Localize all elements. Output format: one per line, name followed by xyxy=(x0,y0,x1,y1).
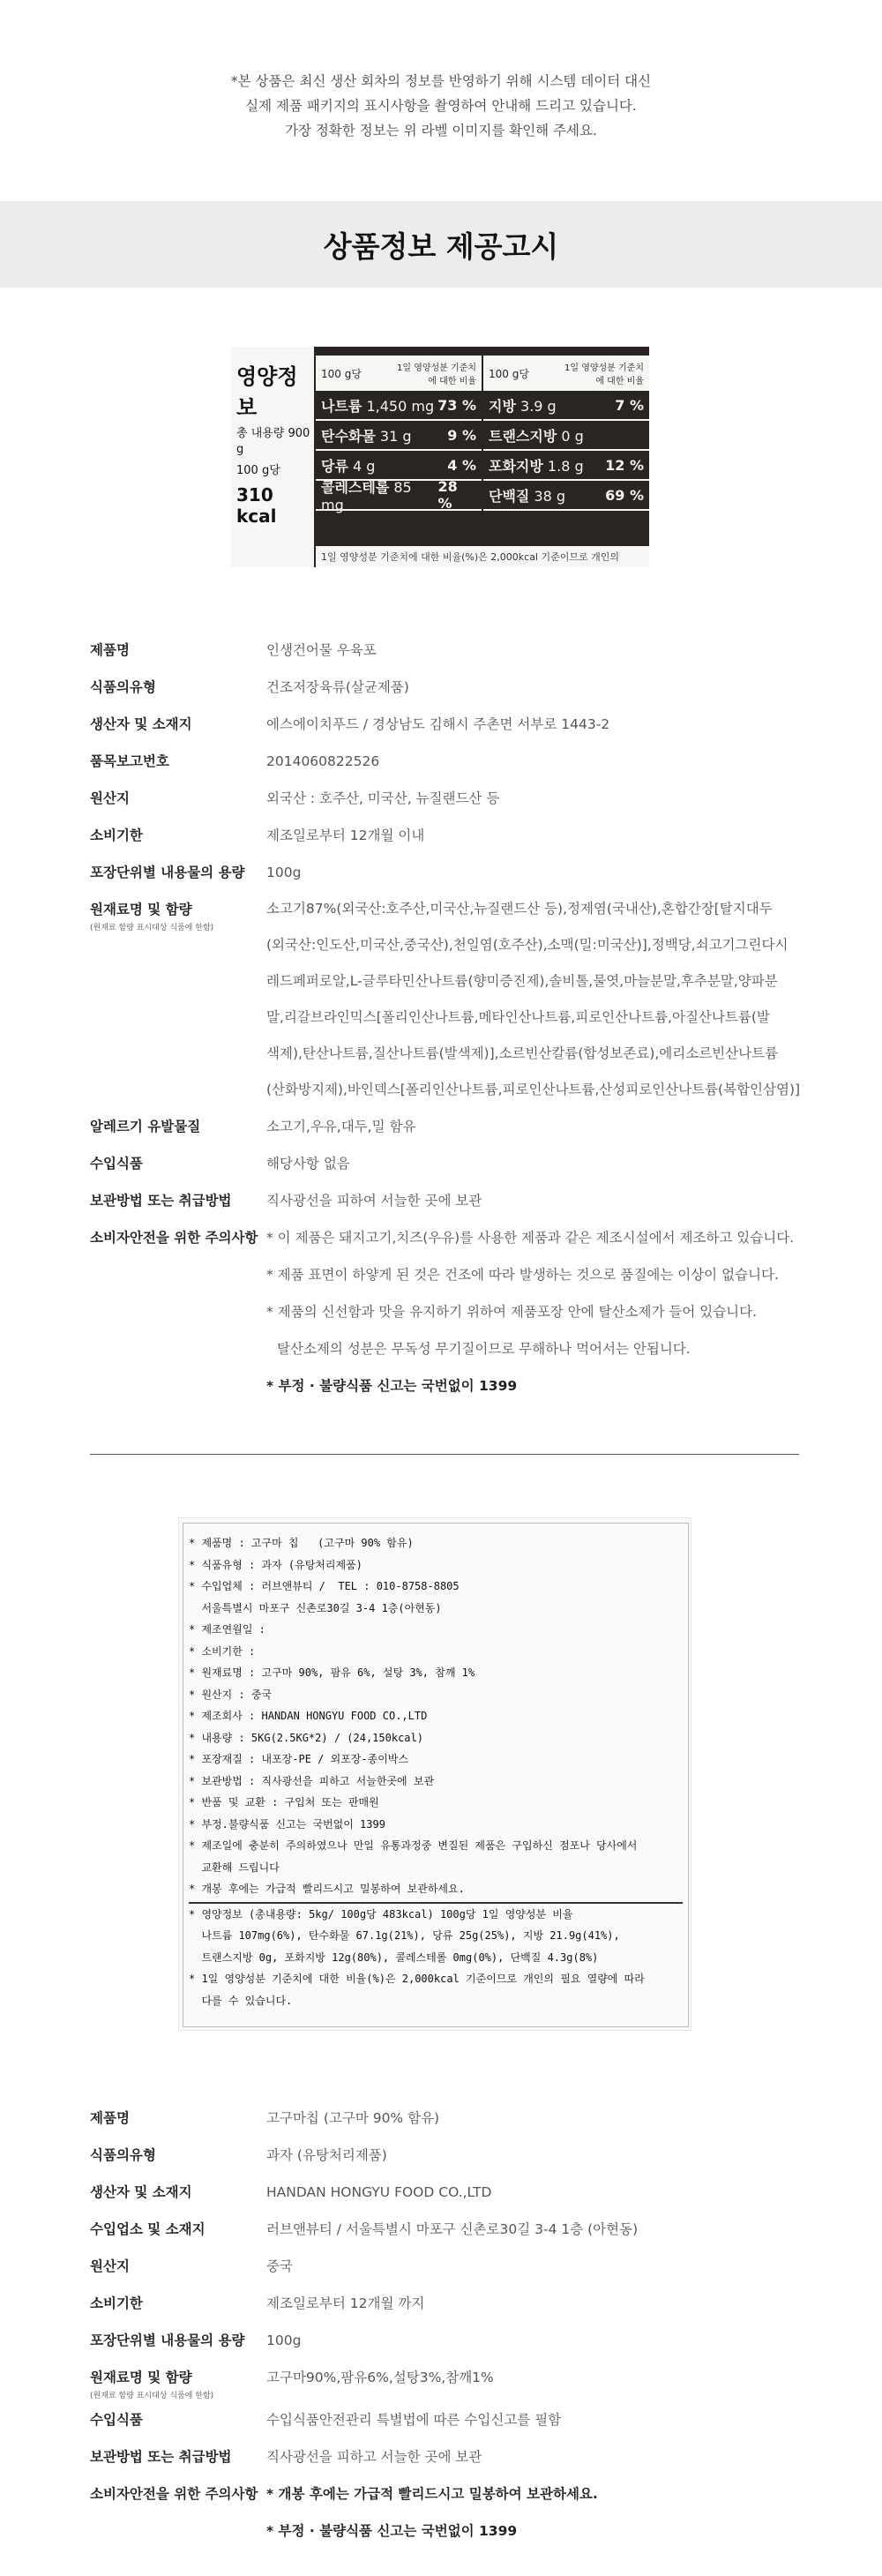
info-row: 소비기한 제조일로부터 12개월 까지 xyxy=(90,2295,425,2311)
page-title-band xyxy=(0,201,882,288)
nutrition-row: 나트륨 1,450 mg 73 % xyxy=(316,391,482,421)
info-row: 품목보고번호 2014060822526 xyxy=(90,753,380,769)
nutrition-column-left xyxy=(316,356,482,511)
nutrition-heading-panel xyxy=(231,347,314,567)
info-row: 제품명 인생건어물 우육포 xyxy=(90,642,377,658)
nutrition-row: 탄수화물 31 g 9 % xyxy=(316,421,482,451)
info-row: 수입업소 및 소재지 러브앤뷰티 / 서울특별시 마포구 신촌로30길 3-4 1층 (아현동) xyxy=(90,2221,639,2237)
nutrition-footer: 1일 영양성분 기준치에 대한 비율(%)은 2,000kcal 기준이므로 개인의 xyxy=(316,546,649,567)
info-row-caution: 소비자안전을 위한 주의사항 * 개봉 후에는 가급적 빨리드시고 밀봉하여 보관하세요. * 부정 · 불량식품 신고는 국번없이 1399 xyxy=(90,2475,848,2550)
report-hotline: * 부정 · 불량식품 신고는 국번없이 1399 xyxy=(266,2523,518,2539)
nutrition-unit: 100 g당 xyxy=(489,367,529,380)
info-row-ingredients xyxy=(90,891,848,1108)
nutrition-label-image xyxy=(231,347,649,567)
info-row: 포장단위별 내용물의 용량 100g xyxy=(90,865,302,880)
nutrition-row: 지방 3.9 g 7 % xyxy=(483,391,649,421)
info-row: 알레르기 유발물질 소고기,우유,대두,밀 함유 xyxy=(90,1119,416,1134)
notice-line: 실제 제품 패키지의 표시사항을 촬영하여 안내해 드리고 있습니다. xyxy=(245,98,637,114)
ingredients-note: (원재료 함량 표시대상 식품에 한함) xyxy=(90,924,214,932)
info-row: 소비기한 제조일로부터 12개월 이내 xyxy=(90,827,425,843)
notice-text xyxy=(0,0,882,143)
info-row: 제품명 고구마칩 (고구마 90% 함유) xyxy=(90,2110,440,2126)
caution-value: * 개봉 후에는 가급적 빨리드시고 밀봉하여 보관하세요. * 부정 · 불량식품 신고는 국번없이 1399 xyxy=(266,2475,848,2550)
nutrition-per: 100 g당 xyxy=(236,464,280,477)
nutrition-column-header xyxy=(316,356,482,391)
nutrition-ratio-header: 1일 영양성분 기준치에 대한 비율 xyxy=(397,363,476,386)
product-info-table-1 xyxy=(90,632,848,1404)
nutrition-row: 콜레스테롤 85 mg 28 % xyxy=(316,481,482,511)
info-row: 수입식품 수입식품안전관리 특별법에 따른 수입신고를 필함 xyxy=(90,2412,562,2428)
nutrition-row: 당류 4 g 4 % xyxy=(316,451,482,481)
caution-value: * 이 제품은 돼지고기,치즈(우유)를 사용한 제품과 같은 제조시설에서 제조하고 있습니다. * 제품 표면이 하얗게 된 것은 건조에 따라 발생하는 것으로 품질에는 이상이 없습니다. * 제품의 신선함과 맛을 유지하기 위하여 제품포장 안에 탈산소제가 들어 있습니다. 탈산소제의 성분은 무독성 무기질이므로 무해하나 먹어서는 안됩니다. * 부정 · 불량식품 신고는 국번없이 1399 xyxy=(266,1219,848,1404)
nutrition-total: 총 내용량 900 g xyxy=(236,427,310,456)
notice-line: *본 상품은 최신 생산 회차의 정보를 반영하기 위해 시스템 데이터 대신 xyxy=(230,73,652,89)
nutrition-column-right xyxy=(483,356,649,511)
ingredients-key: 원재료명 및 함량 xyxy=(90,902,192,917)
report-hotline: * 부정 · 불량식품 신고는 국번없이 1399 xyxy=(266,1378,518,1394)
product-label-scan-image: * 제품명 : 고구마 칩 (고구마 90% 함유) * 식품유형 : 과자 (유탕처리제품) * 수입업체 : 러브앤뷰티 / TEL : 010-8758-8805 서울특별시 마포구 신촌로30길 3-4 1층(아현동) * 제조연월일 : * 소비기한 : * 원재료명 : 고구마 90%, 팜유 6%, 설탕 3%, 참깨 1% * 원산지 : 중국 * 제조회사 : HANDAN HONGYU FOOD CO.,LTD * 내용량 : 5KG(2.5KG*2) / (24,150kcal) * 포장재질 : 내포장-PE / 외포장-종이박스 * 보관방법 : 직사광선을 피하고 서늘한곳에 보관 * 반품 및 교환 : 구입처 또는 판매원 * 부정.불량식품 신고는 국번없이 1399 * 제조일에 충분히 주의하였으나 만일 유통과정중 변질된 제품은 구입하신 점포나 당사에서 교환해 드립니다 * 개봉 후에는 가급적 빨리드시고 밀봉하여 보관하세요. * 영양정보 (총내용량: 5kg/ 100g당 483kcal) 100g당 1일 영양성분 비율 나트륨 107mg(6%), 탄수화물 67.1g(21%), 당류 25g(25%), 지방 21.9g(41%), 트랜스지방 0g, 포화지방 12g(80%), 콜레스테롤 0mg(0%), 단백질 4.3g(8%) * 1일 영양성분 기준치에 대한 비율(%)은 2,000kcal 기준이므로 개인의 필요 열량에 따라 다를 수 있습니다. xyxy=(178,1517,691,2031)
notice-line: 가장 정확한 정보는 위 라벨 이미지를 확인해 주세요. xyxy=(285,123,597,139)
ingredients-value: 소고기87%(외국산:호주산,미국산,뉴질랜드산 등),정제염(국내산),혼합간장[탈지대두 (외국산:인도산,미국산,중국산),천일염(호주산),소맥(밀:미국산)],정백당,쇠고기그린다시 레드페퍼로알,L-글루타민산나트륨(향미증진제),솔비톨,물엿,마늘분말,후추분말,양파분 말,리갈브라인믹스[폴리인산나트륨,메타인산나트륨,피로인산나트륨,아질산나트륨(발 색제),탄산나트륨,질산나트륨(발색제)],소르빈산칼륨(합성보존료),에리소르빈산나트륨 (산화방지제),바인덱스[폴리인산나트륨,피로인산나트륨,산성피로인산나트륨(복합인삼염)] xyxy=(266,901,801,1097)
ingredients-value: 고구마90%,팜유6%,설탕3%,참깨1% xyxy=(266,2370,494,2385)
page-title: 상품정보 제공고시 xyxy=(323,228,559,264)
nutrition-kcal: 310 kcal xyxy=(236,484,277,527)
nutrition-row: 트랜스지방 0 g xyxy=(483,421,649,451)
info-row: 수입식품 해당사항 없음 xyxy=(90,1156,350,1172)
ingredients-note: (원재료 함량 표시대상 식품에 한함) xyxy=(90,2392,214,2400)
info-row: 원산지 중국 xyxy=(90,2258,293,2274)
nutrition-column-header xyxy=(483,356,649,391)
info-row: 식품의유형 과자 (유탕처리제품) xyxy=(90,2147,387,2163)
nutrition-heading: 영양정보 xyxy=(236,364,298,420)
section-divider xyxy=(90,1454,799,1455)
info-row: 생산자 및 소재지 HANDAN HONGYU FOOD CO.,LTD xyxy=(90,2184,492,2200)
ingredients-key: 원재료명 및 함량 xyxy=(90,2370,192,2385)
info-row: 식품의유형 건조저장육류(살균제품) xyxy=(90,679,409,695)
info-row: 포장단위별 내용물의 용량 100g xyxy=(90,2333,302,2348)
info-row-ingredients xyxy=(90,2359,848,2401)
info-row-caution: 소비자안전을 위한 주의사항 * 이 제품은 돼지고기,치즈(우유)를 사용한 제품과 같은 제조시설에서 제조하고 있습니다. * 제품 표면이 하얗게 된 것은 건조에 따라 발생하는 것으로 품질에는 이상이 없습니다. * 제품의 신선함과 맛을 유지하기 위하여 제품포장 안에 탈산소제가 들어 있습니다. 탈산소제의 성분은 무독성 무기질이므로 무해하나 먹어서는 안됩니다. * 부정 · 불량식품 신고는 국번없이 1399 xyxy=(90,1219,848,1404)
product-info-table-2 xyxy=(90,2100,848,2550)
info-row: 보관방법 또는 취급방법 직사광선을 피하고 서늘한 곳에 보관 xyxy=(90,2449,482,2465)
nutrition-ratio-header: 1일 영양성분 기준치에 대한 비율 xyxy=(564,363,644,386)
info-row: 보관방법 또는 취급방법 직사광선을 피하여 서늘한 곳에 보관 xyxy=(90,1193,482,1209)
nutrition-row: 단백질 38 g 69 % xyxy=(483,481,649,511)
nutrition-unit: 100 g당 xyxy=(321,367,362,380)
nutrition-row: 포화지방 1.8 g 12 % xyxy=(483,451,649,481)
info-row: 생산자 및 소재지 에스에이치푸드 / 경상남도 김해시 주촌면 서부로 1443-2 xyxy=(90,716,610,732)
info-row: 원산지 외국산 : 호주산, 미국산, 뉴질랜드산 등 xyxy=(90,790,500,806)
